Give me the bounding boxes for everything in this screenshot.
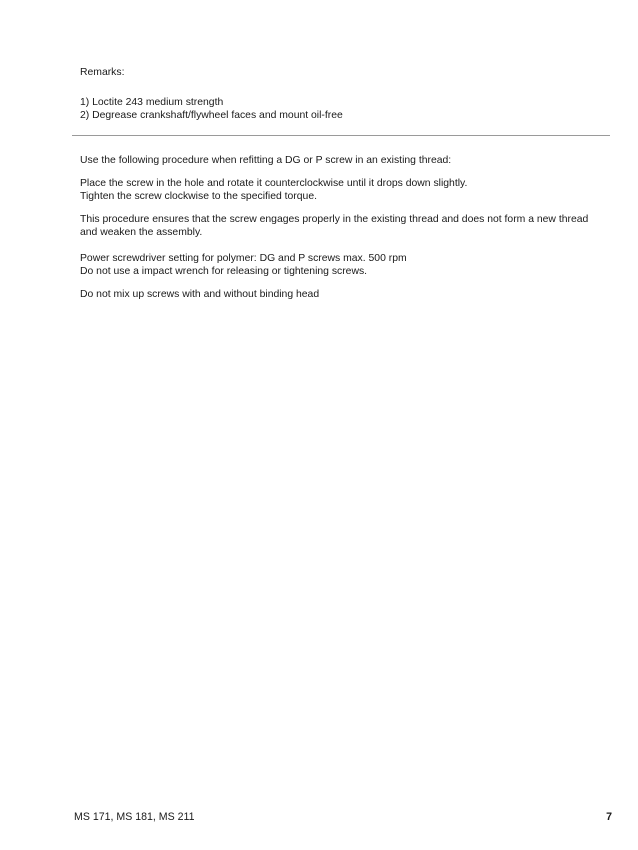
remark-item-1: 1) Loctite 243 medium strength [80,97,224,108]
screwdriver-setting: Power screwdriver setting for polymer: DG and P screws max. 500 rpm [80,253,407,264]
section-divider [72,135,610,136]
remark-item-2: 2) Degrease crankshaft/flywheel faces and mount oil-free [80,110,343,121]
remarks-heading: Remarks: [80,67,125,78]
procedure-intro: Use the following procedure when refitting a DG or P screw in an existing thread: [80,155,452,166]
procedure-step-2: Tighten the screw clockwise to the specified torque. [80,191,317,202]
binding-head-warning: Do not mix up screws with and without binding head [80,289,320,300]
procedure-explanation-line-1: This procedure ensures that the screw engages properly in the existing thread and does not form a new thread [80,214,589,225]
footer-models: MS 171, MS 181, MS 211 [74,811,195,823]
impact-wrench-note: Do not use a impact wrench for releasing or tightening screws. [80,266,368,277]
procedure-explanation-line-2: and weaken the assembly. [80,227,203,238]
footer-page-number: 7 [606,811,612,823]
procedure-step-1: Place the screw in the hole and rotate it counterclockwise until it drops down slightly. [80,178,468,189]
